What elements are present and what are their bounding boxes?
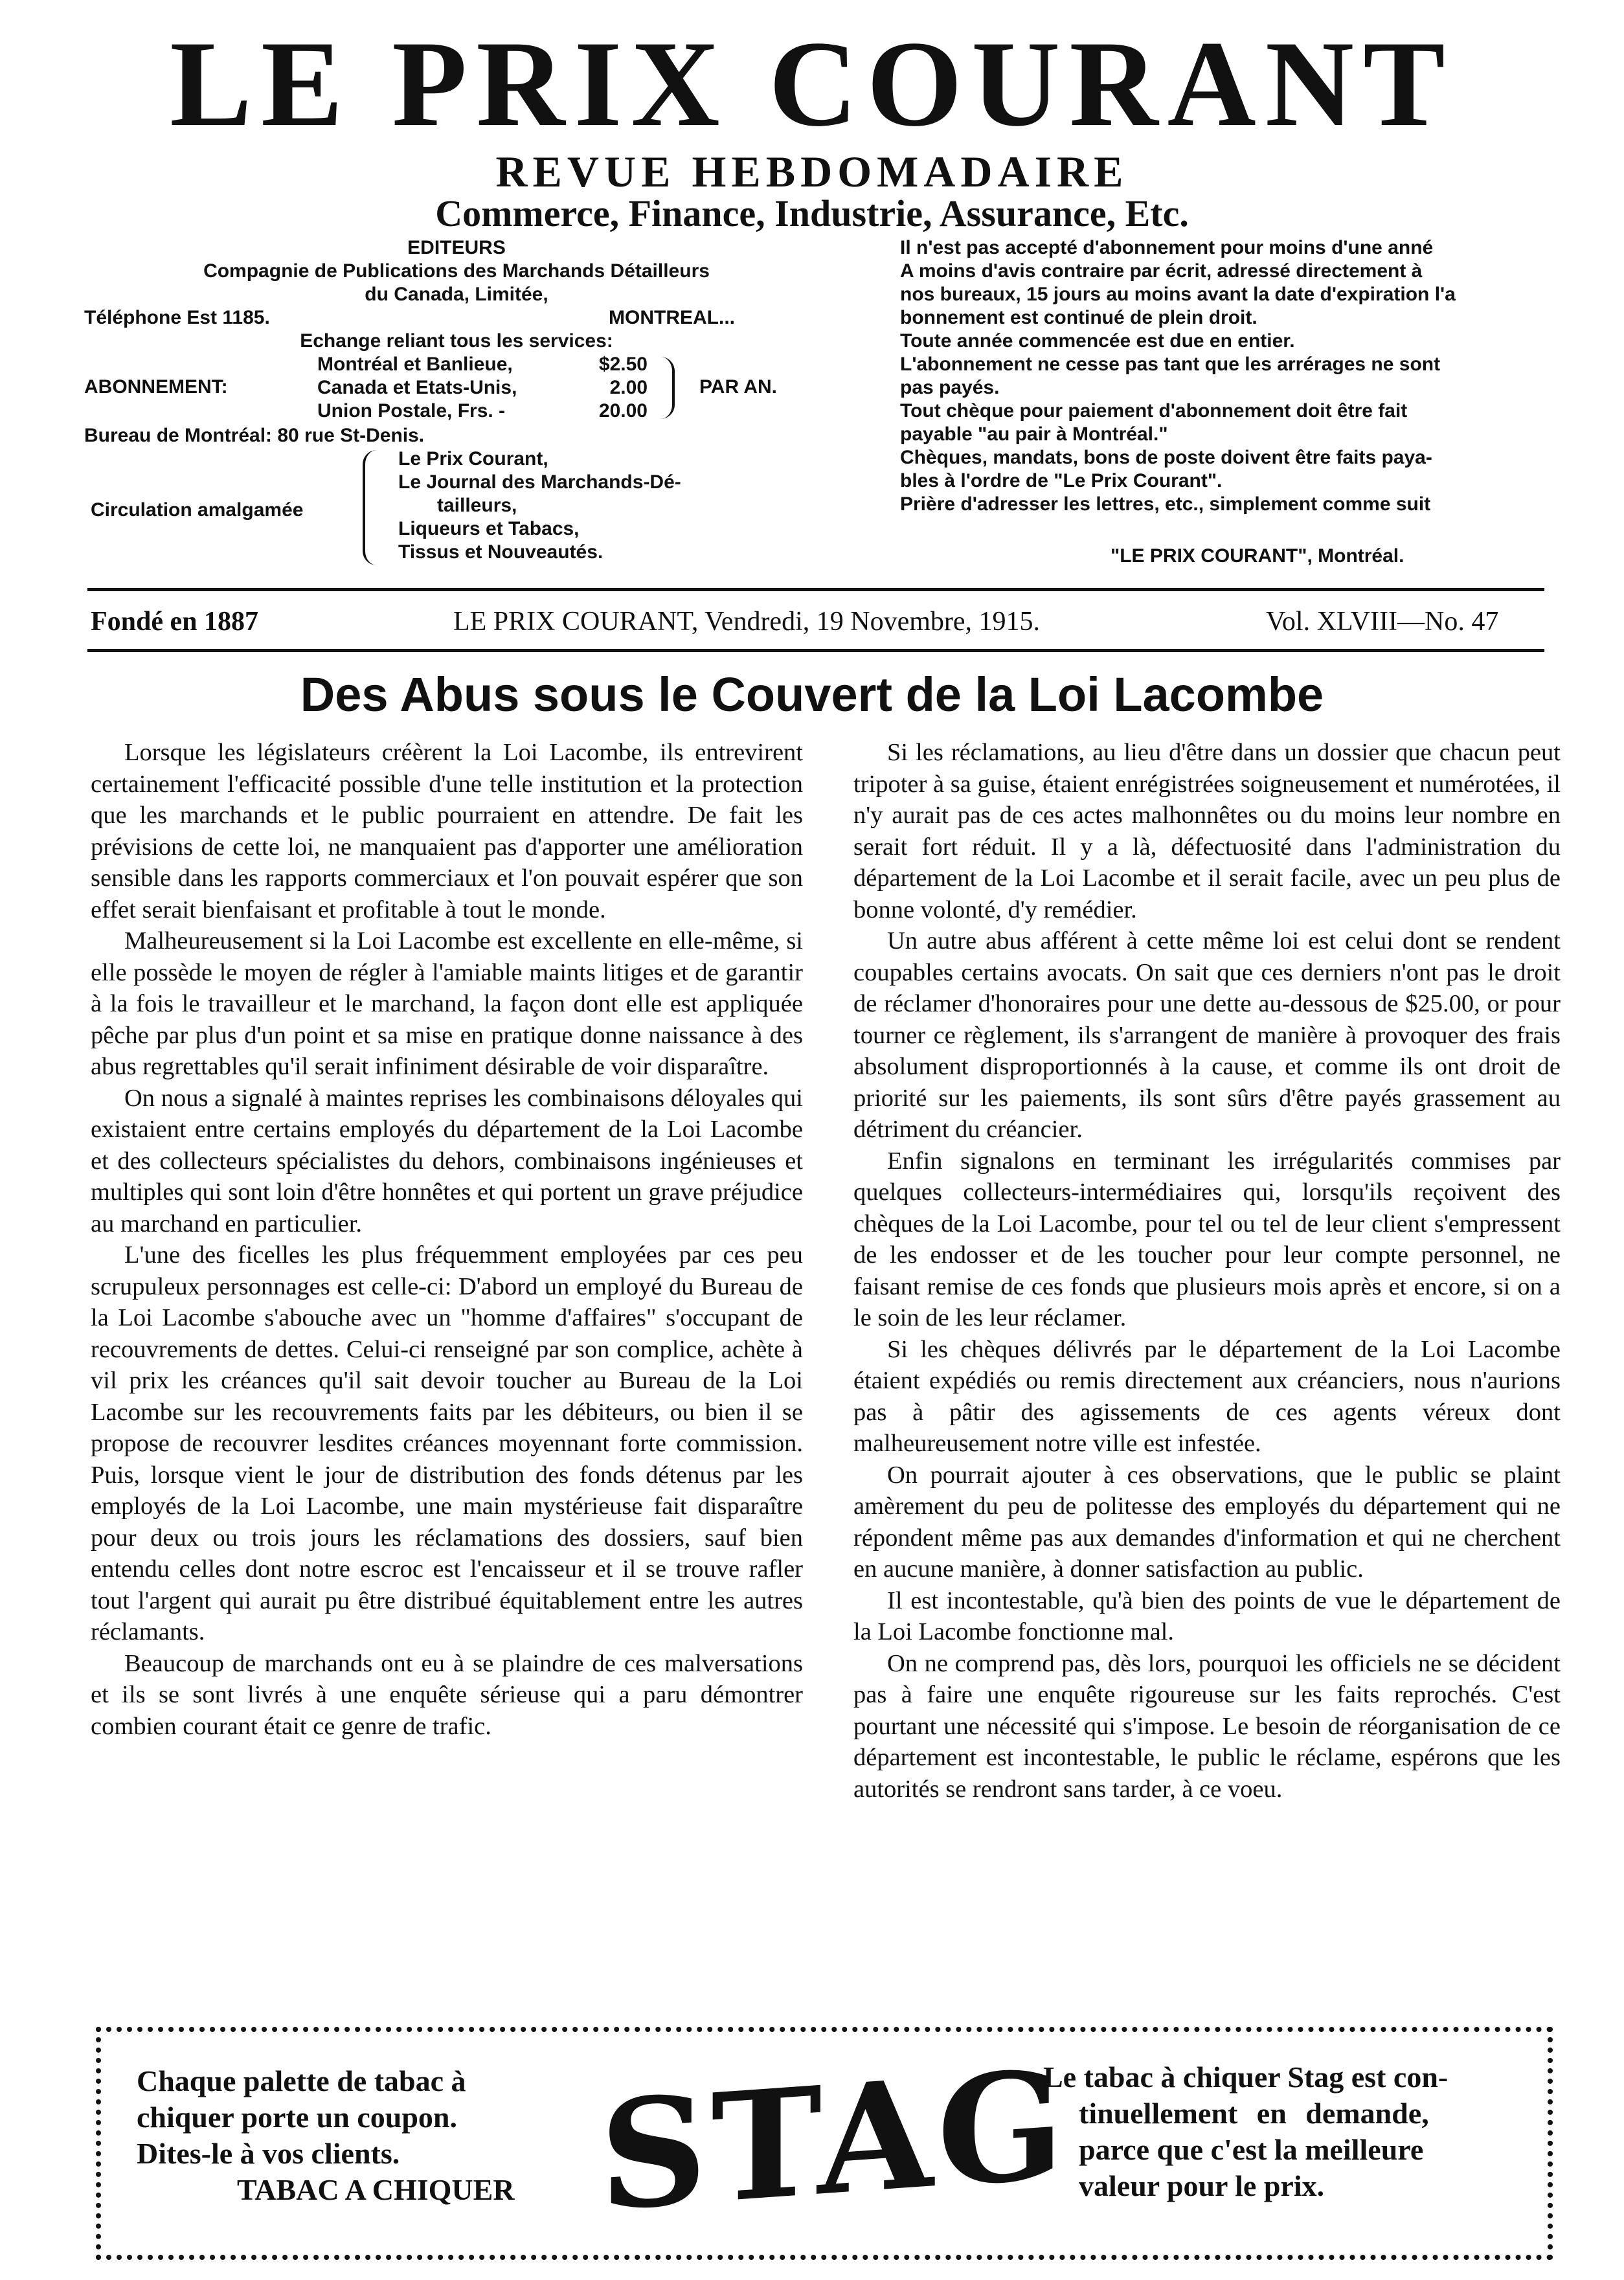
ad-right-line: Le tabac à chiquer Stag est con- — [1043, 2060, 1449, 2094]
article-headline: Des Abus sous le Couvert de la Loi Lacombe — [300, 668, 1324, 721]
article-paragraph: Il est incontestable, qu'à bien des points de vue le département de la Loi Lacombe fonctionne mal. — [853, 1586, 1561, 1645]
article-paragraph: Malheureusement si la Loi Lacombe est excellente en elle-même, si elle possède le moyen de régler à l'amiable maints litiges et de garantir à la fois le travailleur et le marchand, la façon dont elle est appliquée pêche par plus d'un point et sa mise en pratique donne naissance à des abus regrettables qu'il serait infiniment désirable de voir disparaître. — [91, 927, 803, 1080]
ad-right-line: valeur pour le prix. — [1079, 2169, 1325, 2202]
condition-line: Toute année commencée est due en entier. — [900, 330, 1295, 352]
ad-right-line: parce que c'est la meilleure — [1079, 2133, 1424, 2166]
editeurs-exchange: Echange reliant tous les services: — [300, 330, 613, 352]
stag-brand-logo: STAG — [600, 2037, 1068, 2245]
ad-left-line: chiquer porte un coupon. — [137, 2101, 458, 2134]
editeurs-telephone: Téléphone Est 1185. — [84, 307, 270, 328]
rate-price-3: 20.00 — [598, 400, 648, 422]
circulation-label: Circulation amalgamée — [91, 499, 304, 521]
circulation-item: Tissus et Nouveautés. — [398, 541, 603, 563]
masthead-revue: REVUE HEBDOMADAIRE — [495, 147, 1129, 196]
rate-label-3: Union Postale, Frs. - — [317, 400, 506, 422]
article-paragraph: L'une des ficelles les plus fréquemment employées par ces peu scrupuleux personnages est celle-ci: D'abord un employé du Bureau de la Loi Lacombe s'abouche avec un "homme d'affaires" s'occupant de recouvrements de dettes. Celui-ci renseigné par son complice, achète à vil prix les créances qu'il sait devoir toucher au Bureau de la Loi Lacombe sur les recouvrements faits par les débiteurs, ou bien il se propose de recouvrer lesdites créances moyennant forte commission. Puis, lorsque vient le jour de distribution des fonds détenus par les employés de la Loi Lacombe, une main mystérieuse fait disparaître pour deux ou trois jours les réclamations des dossiers, sauf bien entendu celles dont notre escroc est l'encaisseur et il se trouve rafler tout l'argent qui aurait pu être distribué équitablement entre les autres réclamants. — [91, 1241, 803, 1645]
volume-number: Vol. XLVIII—No. 47 — [1266, 607, 1499, 637]
ad-right-line: tinuellement en demande, — [1079, 2097, 1429, 2130]
condition-line: nos bureaux, 15 jours au moins avant la date d'expiration l'a — [900, 284, 1456, 305]
par-an: PAR AN. — [699, 376, 777, 398]
rate-label-2: Canada et Etats-Unis, — [317, 377, 517, 398]
condition-signature: "LE PRIX COURANT", Montréal. — [1111, 545, 1404, 567]
masthead-title: LE PRIX COURANT — [170, 16, 1454, 152]
condition-line: Il n'est pas accepté d'abonnement pour moins d'une anné — [900, 237, 1434, 258]
abonnement-label: ABONNEMENT: — [84, 376, 228, 398]
condition-line: L'abonnement ne cesse pas tant que les arrérages ne sont — [900, 354, 1441, 375]
editeurs-block — [84, 236, 829, 573]
top-rule — [87, 588, 1544, 591]
article-paragraph: Si les chèques délivrés par le département de la Loi Lacombe étaient expédiés ou remis directement aux créanciers, nous n'aurions pas à pâtir des agissements de ces agents véreux dont malheureusement notre ville est infestée. — [853, 1335, 1561, 1457]
condition-line: Tout chèque pour paiement d'abonnement doit être fait — [900, 400, 1408, 422]
condition-line: payable "au pair à Montréal." — [900, 423, 1168, 445]
bottom-rule — [87, 649, 1544, 652]
article-paragraph: Lorsque les législateurs créèrent la Loi Lacombe, ils entrevirent certainement l'efficacité possible d'une telle institution et la protection que les marchands et le public pourraient en attendre. De fait les prévisions de cette loi, ne manquaient pas d'apporter une amélioration sensible dans les rapports commerciaux et l'on pouvait espérer que son effet serait bienfaisant et profitable à tout le monde. — [91, 739, 803, 923]
founded-date: Fondé en 1887 — [91, 607, 259, 637]
rate-label-1: Montréal et Banlieue, — [317, 354, 513, 375]
rate-price-1: $2.50 — [598, 354, 648, 375]
stag-advertisement — [96, 2027, 1553, 2260]
conditions-block — [900, 236, 1567, 573]
circulation-item: Liqueurs et Tabacs, — [398, 518, 580, 539]
masthead-subtitle: Commerce, Finance, Industrie, Assurance, Etc. — [435, 192, 1189, 234]
article-column-left — [91, 737, 803, 1742]
condition-line: bles à l'ordre de "Le Prix Courant". — [900, 470, 1223, 491]
editeurs-company-line2: du Canada, Limitée, — [365, 284, 548, 305]
condition-line: Prière d'adresser les lettres, etc., simplement comme suit — [900, 493, 1431, 515]
circulation-item: Le Prix Courant, — [398, 448, 548, 469]
circulation-item: Le Journal des Marchands-Dé- — [398, 471, 681, 493]
issue-date: LE PRIX COURANT, Vendredi, 19 Novembre, 1915. — [453, 607, 1041, 637]
article-paragraph: Enfin signalons en terminant les irrégularités commises par quelques collecteurs-intermédiaires qui, lorsqu'ils reçoivent des chèques de la Loi Lacombe, pour tel ou tel de leur client s'empressent de les endosser et de les toucher pour leur compte personnel, ne faisant remise de ces fonds que plusieurs mois après et encore, si on a le soin de les leur réclamer. — [853, 1147, 1561, 1331]
editeurs-city: MONTREAL... — [609, 307, 735, 328]
article-paragraph: Beaucoup de marchands ont eu à se plaindre de ces malversations et ils se sont livrés à une enquête sérieuse qui a paru démontrer combien courant était ce genre de trafic. — [91, 1649, 803, 1740]
article-column-right — [853, 737, 1561, 1805]
condition-line: A moins d'avis contraire par écrit, adressé directement à — [900, 260, 1423, 282]
ad-left-line: Chaque palette de tabac à — [137, 2064, 466, 2097]
rate-price-2: 2.00 — [609, 377, 648, 398]
editeurs-heading: EDITEURS — [407, 237, 506, 258]
circulation-item: tailleurs, — [437, 495, 517, 516]
circulation-brace — [363, 450, 377, 565]
condition-line: Chèques, mandats, bons de poste doivent être faits paya- — [900, 447, 1432, 468]
ad-left-line: TABAC A CHIQUER — [237, 2173, 515, 2206]
article-paragraph: On pourrait ajouter à ces observations, que le public se plaint amèrement du peu de politesse des employés du département qui ne répondent même pas aux demandes d'information et qui ne cherchent en aucune manière, à donner satisfaction au public. — [853, 1461, 1561, 1583]
editeurs-company-line1: Compagnie de Publications des Marchands Détailleurs — [203, 260, 710, 282]
article-paragraph: On nous a signalé à maintes reprises les combinaisons déloyales qui existaient entre certains employés du département de la Loi Lacombe et des collecteurs spécialistes du dehors, combinaisons ingénieuses et multiples qui sont loin d'être honnêtes et qui portent un grave préjudice au marchand en particulier. — [91, 1084, 803, 1237]
ad-left-line: Dites-le à vos clients. — [137, 2137, 400, 2170]
bureau-address: Bureau de Montréal: 80 rue St-Denis. — [84, 425, 425, 446]
article-paragraph: Si les réclamations, au lieu d'être dans un dossier que chacun peut tripoter à sa guise, étaient enrégistrées soigneusement et numérotées, il n'y aurait pas de ces actes malhonnêtes ou du moins leur nombre en serait fort réduit. Il y a là, défectuosité dans l'administration du département de la Loi Lacombe et il serait facile, avec un peu plus de bonne volonté, d'y remédier. — [853, 739, 1561, 923]
rates-brace — [660, 357, 675, 419]
condition-line: pas payés. — [900, 377, 1000, 398]
condition-line: bonnement est continué de plein droit. — [900, 307, 1257, 328]
article-paragraph: Un autre abus afférent à cette même loi est celui dont se rendent coupables certains avocats. On sait que ces derniers n'ont pas le droit de réclamer d'honoraires pour une dette au-dessous de $25.00, or pour tourner ce règlement, ils s'arrangent de manière à provoquer des frais absolument disproportionnés à la cause, et comme ils ont droit de priorité sur les paiements, ils sont sûrs d'être payés grassement au détriment du créancier. — [853, 927, 1561, 1143]
article-paragraph: On ne comprend pas, dès lors, pourquoi les officiels ne se décident pas à faire une enquête rigoureuse sur les faits reprochés. C'est pourtant une nécessité qui s'impose. Le besoin de réorganisation de ce département est incontestable, le public le réclame, espérons que les autorités se rendront sans tarder, à ce voeu. — [853, 1649, 1561, 1803]
